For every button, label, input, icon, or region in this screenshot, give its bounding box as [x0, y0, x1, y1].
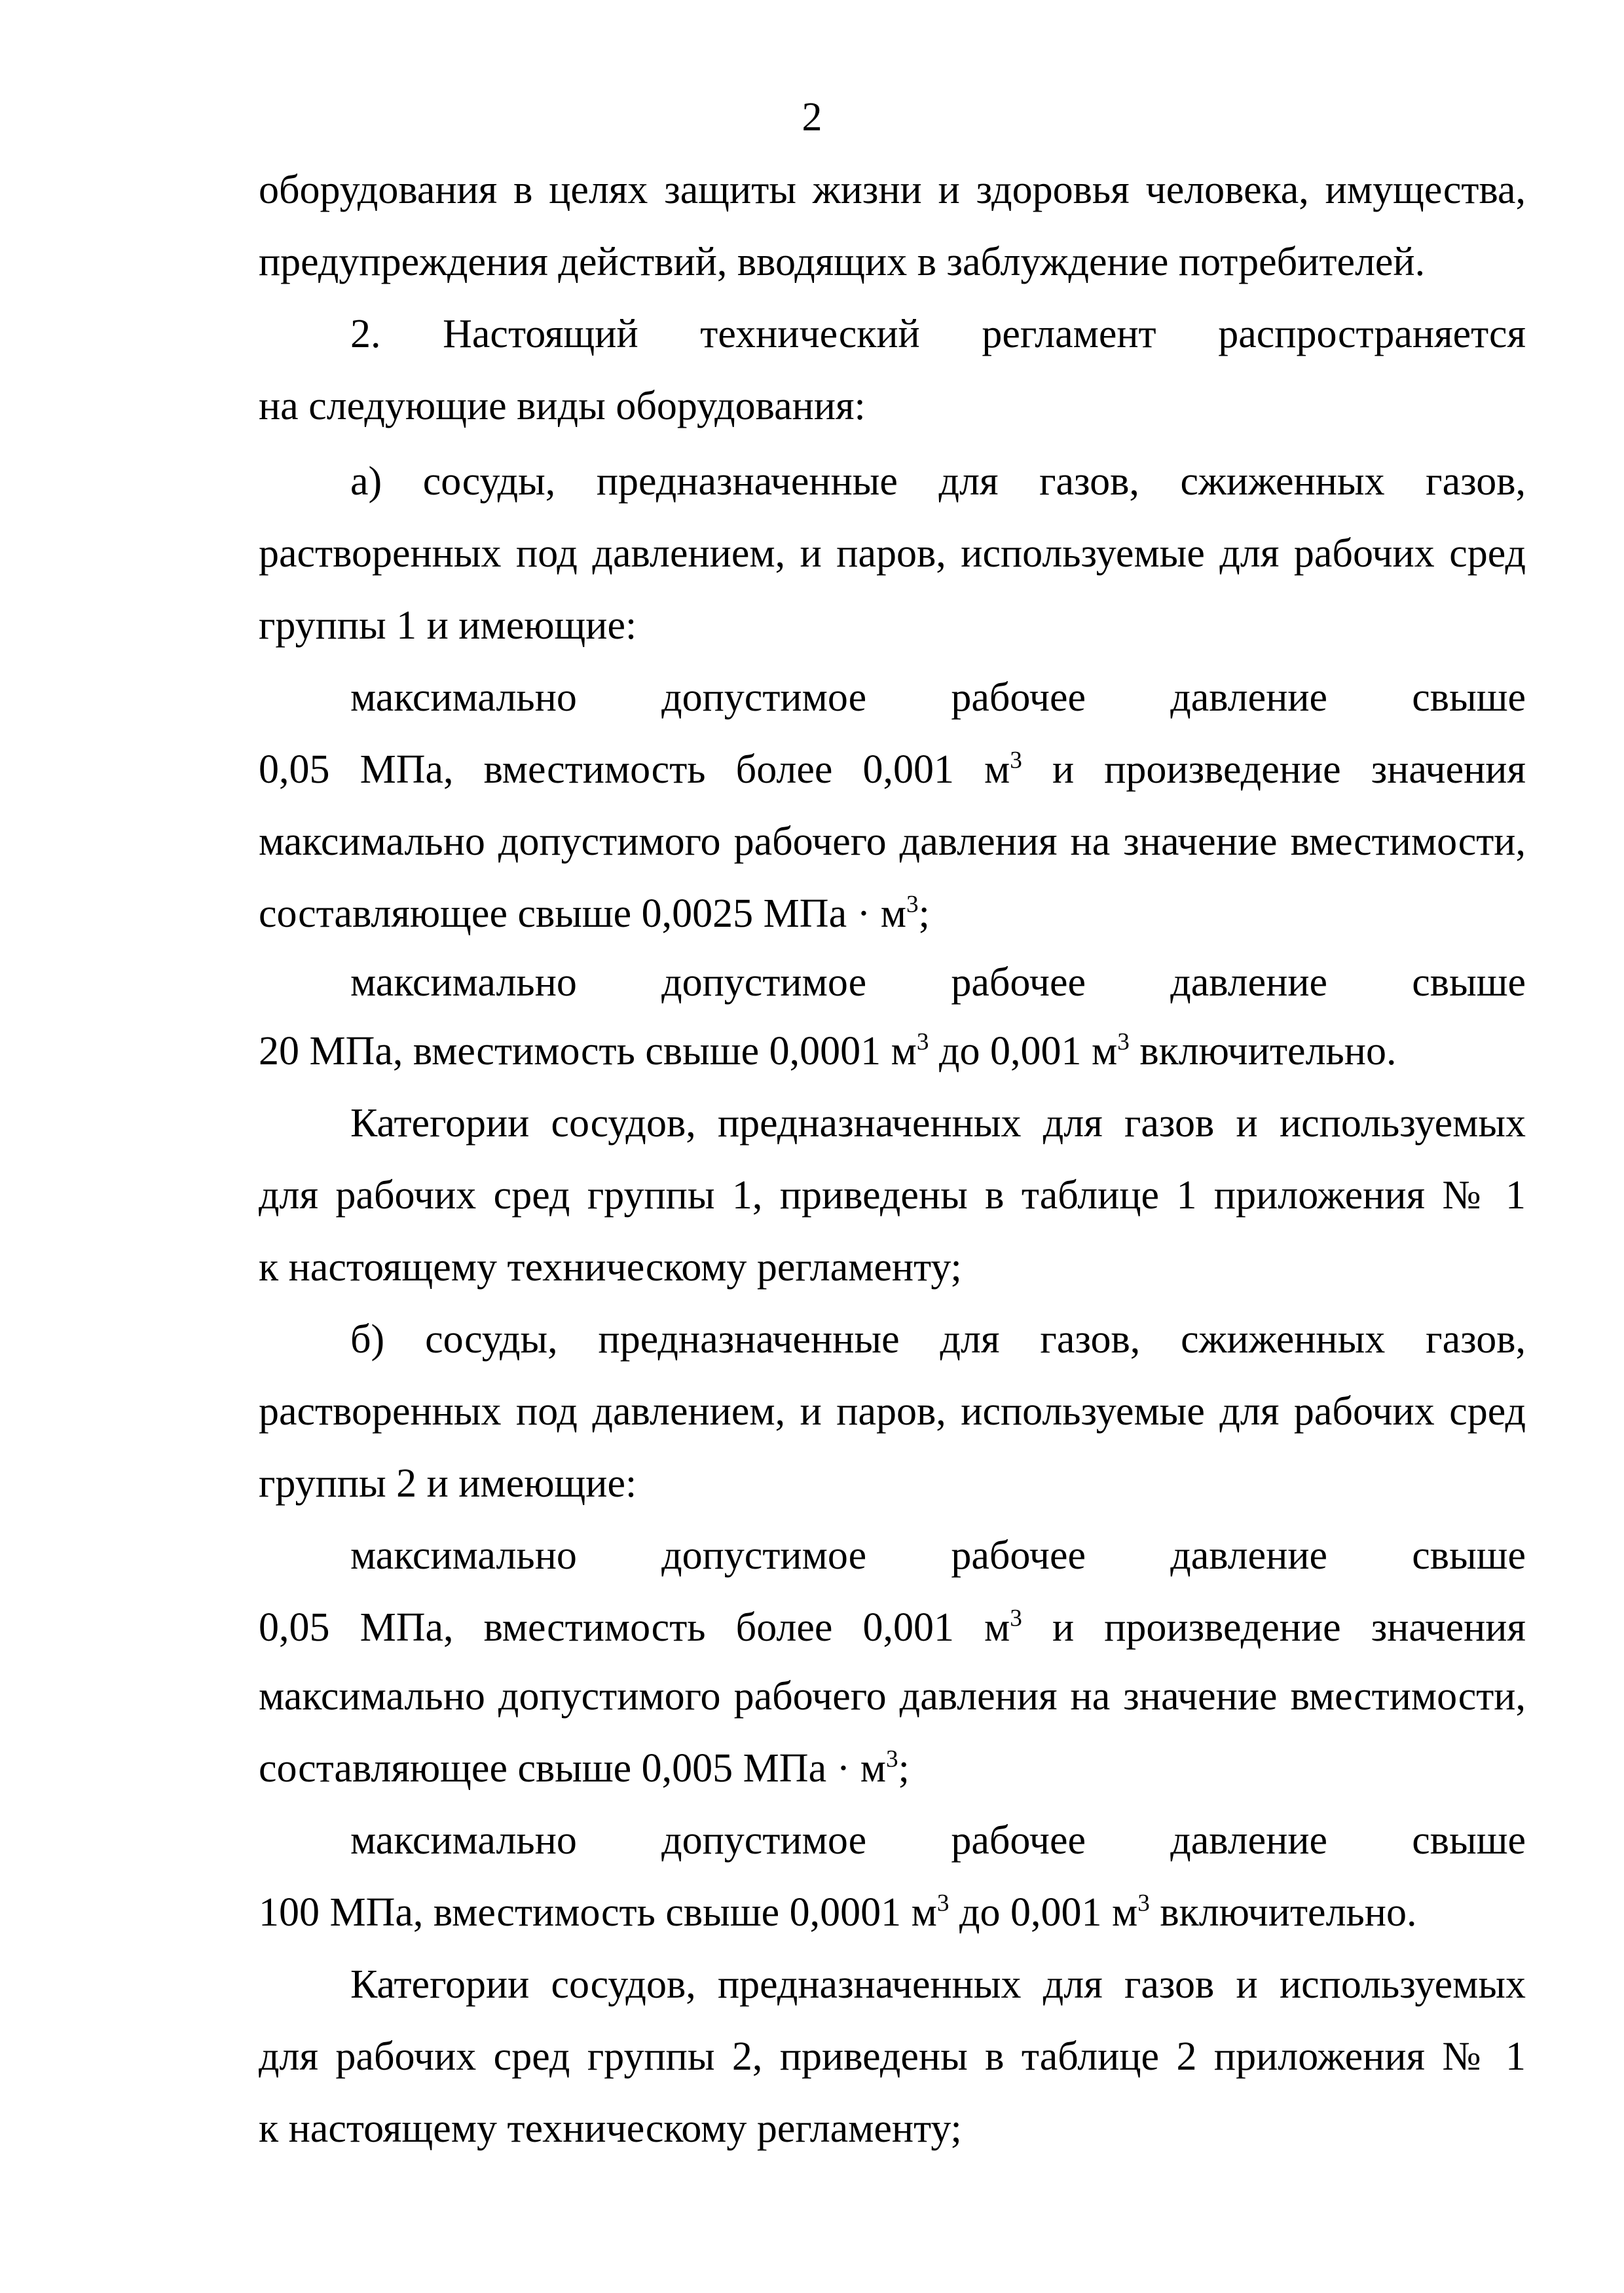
text-line: на следующие виды оборудования:: [259, 384, 866, 428]
text-line: 100 МПа, вместимость свыше 0,0001 $м^3$ до 0,001 $м^3$ включительно.: [259, 1890, 1417, 1935]
text-line: оборудования в целях защиты жизни и здоровья человека, имущества,: [259, 168, 1526, 212]
text-line: предупреждения действий, вводящих в заблуждение потребителей.: [259, 240, 1426, 284]
text-line: к настоящему техническому регламенту;: [259, 1245, 962, 1290]
text-line: максимально допустимое рабочее давление свыше: [350, 675, 1526, 720]
text-line: Категории сосудов, предназначенных для газов и используемых: [350, 1101, 1526, 1146]
text-line: а) сосуды, предназначенные для газов, сжиженных газов,: [350, 459, 1526, 504]
text-line: максимально допустимое рабочее давление свыше: [350, 1818, 1526, 1863]
text-line: Категории сосудов, предназначенных для газов и используемых: [350, 1962, 1526, 2007]
text-line: 20 МПа, вместимость свыше 0,0001 $м^3$ до 0,001 $м^3$ включительно.: [259, 1028, 1397, 1073]
text-line: составляющее свыше 0,005 МПа · $м^3$;: [259, 1745, 910, 1791]
text-line: растворенных под давлением, и паров, используемые для рабочих сред: [259, 531, 1526, 576]
text-line: для рабочих сред группы 1, приведены в таблице 1 приложения № 1: [259, 1173, 1526, 1218]
text-line: для рабочих сред группы 2, приведены в таблице 2 приложения № 1: [259, 2034, 1526, 2079]
text-line: составляющее свыше 0,0025 МПа · $м^3$;: [259, 891, 930, 936]
text-line: максимально допустимое рабочее давление свыше: [350, 1533, 1526, 1578]
text-line: к настоящему техническому регламенту;: [259, 2106, 962, 2151]
text-line: максимально допустимого рабочего давления на значение вместимости,: [259, 819, 1526, 864]
text-line: 0,05 МПа, вместимость более 0,001 $м^3$ и произведение значения: [259, 1605, 1526, 1650]
text-line: 0,05 МПа, вместимость более 0,001 $м^3$ и произведение значения: [259, 747, 1526, 792]
text-line: б) сосуды, предназначенные для газов, сжиженных газов,: [350, 1317, 1526, 1362]
text-line: группы 2 и имеющие:: [259, 1461, 637, 1506]
text-line: 2. Настоящий технический регламент распространяется: [350, 312, 1526, 356]
text-line: растворенных под давлением, и паров, используемые для рабочих сред: [259, 1389, 1526, 1434]
text-line: максимально допустимое рабочее давление свыше: [350, 960, 1526, 1005]
page-number: 2: [802, 95, 822, 140]
text-line: группы 1 и имеющие:: [259, 603, 637, 648]
text-line: максимально допустимого рабочего давления на значение вместимости,: [259, 1674, 1526, 1719]
